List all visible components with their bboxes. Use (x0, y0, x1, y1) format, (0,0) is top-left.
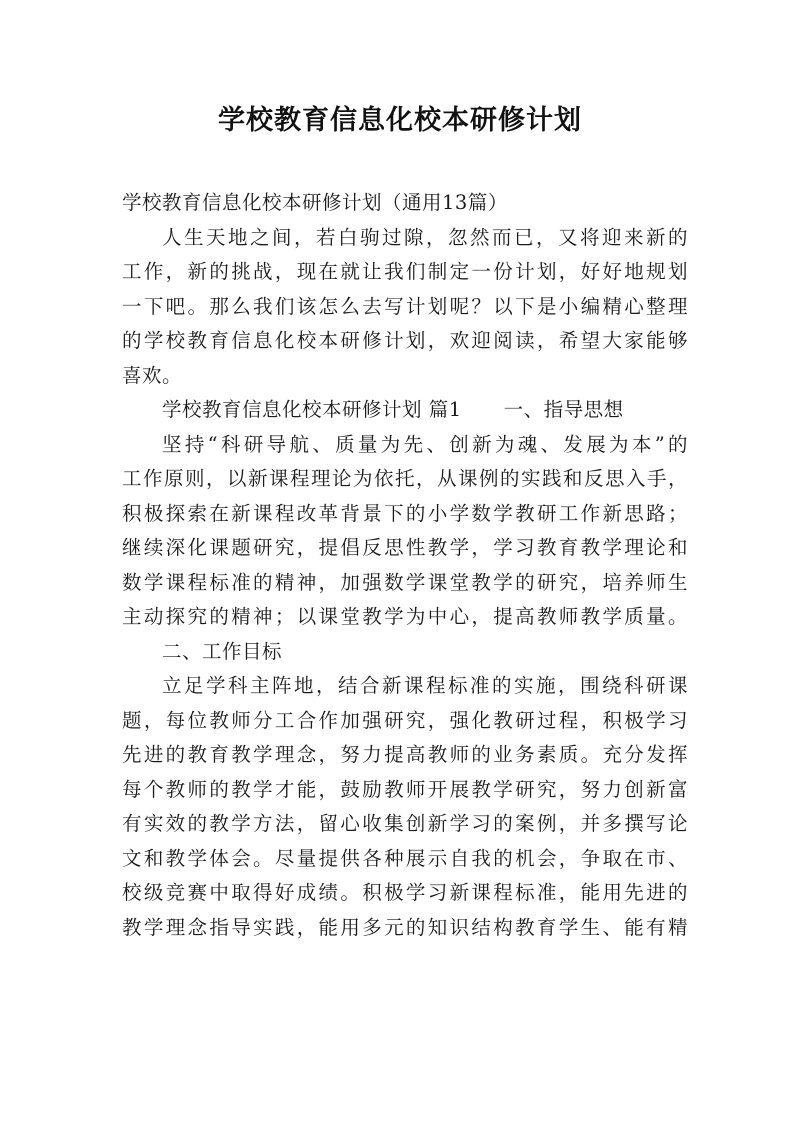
section-title-guiding-thought: 一、指导思想 (503, 398, 624, 421)
document-subtitle: 学校教育信息化校本研修计划（通用13篇） (122, 191, 508, 214)
section-title-work-goals: 二、工作目标 (162, 639, 283, 663)
intro-line: 工作，新的挑战，现在就让我们制定一份计划，好好地规划 (122, 260, 688, 283)
section1-line: 坚持“科研导航、质量为先、创新为魂、发展为本”的 (162, 432, 688, 456)
intro-line: 的学校教育信息化校本研修计划，欢迎阅读，希望大家能够 (122, 329, 688, 352)
article-heading: 学校教育信息化校本研修计划 篇1 (162, 398, 462, 421)
section1-line: 数学课程标准的精神，加强数学课堂教学的研究，培养师生 (122, 570, 688, 594)
section2-line: 立足学科主阵地，结合新课程标准的实施，围绕科研课 (162, 674, 688, 697)
article-heading-row (122, 393, 688, 428)
section1-line: 积极探索在新课程改革背景下的小学数学教研工作新思路； (122, 501, 688, 525)
document-title: 学校教育信息化校本研修计划 (218, 105, 582, 136)
section2-line: 有实效的教学方法，留心收集创新学习的案例，并多撰写论 (122, 812, 688, 835)
section1-line: 工作原则，以新课程理论为依托，从课例的实践和反思入手， (122, 467, 688, 490)
section2-line: 先进的教育教学理念，努力提高教师的业务素质。充分发挥 (122, 743, 688, 766)
document-body (122, 186, 688, 945)
section1-line: 继续深化课题研究，提倡反思性教学，学习教育教学理论和 (122, 536, 688, 559)
section2-line: 题，每位教师分工合作加强研究，强化教研过程，积极学习 (122, 708, 688, 732)
section1-line: 主动探究的精神；以课堂教学为中心，提高教师教学质量。 (122, 605, 688, 628)
section2-line: 校级竞赛中取得好成绩。积极学习新课程标准，能用先进的 (122, 881, 688, 904)
section2-line: 教学理念指导实践，能用多元的知识结构教育学生、能有精 (122, 915, 688, 939)
section2-line: 每个教师的教学才能，鼓励教师开展教学研究，努力创新富 (122, 777, 688, 801)
intro-line: 一下吧。那么我们该怎么去写计划呢？以下是小编精心整理 (122, 294, 688, 318)
intro-line: 人生天地之间，若白驹过隙，忽然而已，又将迎来新的 (162, 225, 688, 249)
intro-line: 喜欢。 (122, 363, 183, 387)
section2-line: 文和教学体会。尽量提供各种展示自我的机会，争取在市、 (122, 846, 688, 870)
